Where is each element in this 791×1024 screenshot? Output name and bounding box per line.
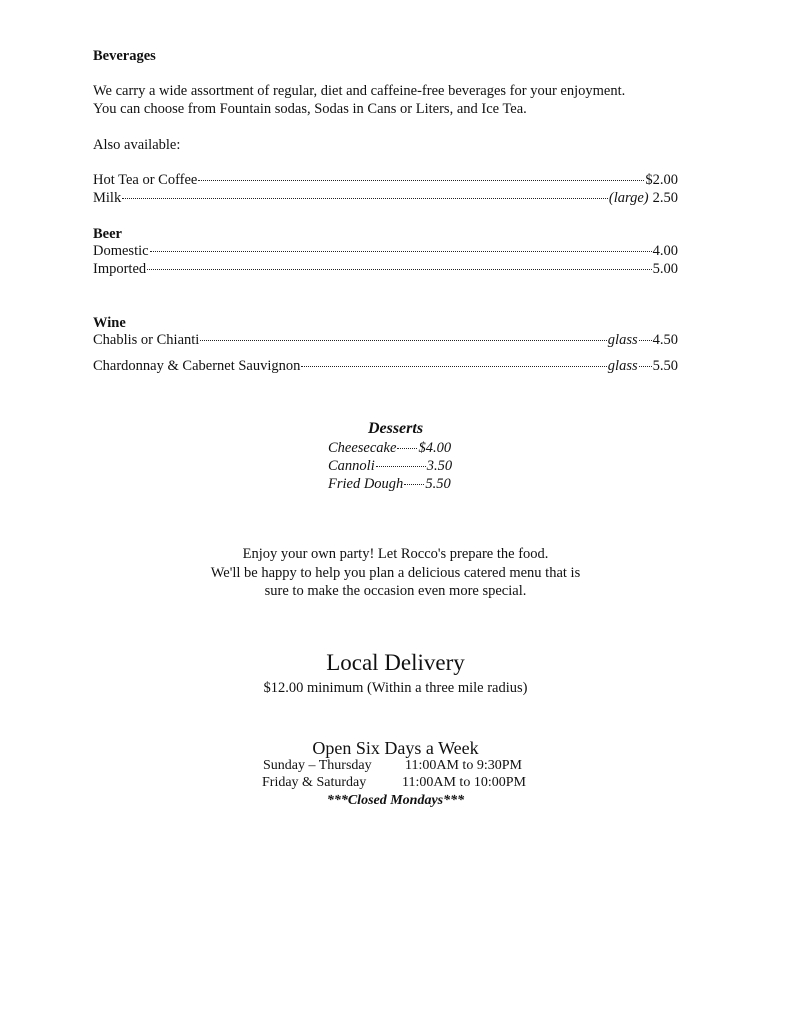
dot-leader xyxy=(376,466,426,467)
wine-heading: Wine xyxy=(93,315,126,331)
item-price: 2.50 xyxy=(652,190,678,206)
item-name: Domestic xyxy=(93,243,149,259)
item-unit: glass xyxy=(607,332,638,348)
hours-row-time: 11:00AM to 10:00PM xyxy=(402,775,526,790)
item-name: Chablis or Chianti xyxy=(93,332,200,348)
dot-leader xyxy=(639,340,652,341)
item-size-note: (large) xyxy=(608,190,649,206)
menu-item-hot-tea-coffee xyxy=(93,172,678,189)
also-available-label: Also available: xyxy=(93,137,181,153)
menu-item-milk xyxy=(93,190,678,207)
item-name: Milk xyxy=(93,190,122,206)
beverages-intro-line-2: You can choose from Fountain sodas, Sodas in Cans or Liters, and Ice Tea. xyxy=(93,101,527,117)
dot-leader xyxy=(639,366,652,367)
desserts-heading: Desserts xyxy=(367,420,424,437)
menu-item-fried-dough xyxy=(328,476,451,493)
dot-leader xyxy=(198,180,644,181)
closed-notice: ***Closed Mondays*** xyxy=(326,793,465,808)
menu-item-chablis-chianti xyxy=(93,332,678,349)
item-name: Cannoli xyxy=(328,458,375,474)
dot-leader xyxy=(150,251,652,252)
item-name: Chardonnay & Cabernet Sauvignon xyxy=(93,358,301,374)
menu-item-domestic xyxy=(93,243,678,260)
item-price: 4.50 xyxy=(652,332,678,348)
dot-leader xyxy=(404,484,424,485)
delivery-subtitle: $12.00 minimum (Within a three mile radius) xyxy=(263,680,528,696)
hours-row-days: Sunday – Thursday xyxy=(263,758,372,773)
item-name: Hot Tea or Coffee xyxy=(93,172,198,188)
item-name: Imported xyxy=(93,261,147,277)
beverages-intro-line-1: We carry a wide assortment of regular, diet and caffeine-free beverages for your enjoyment. xyxy=(93,83,626,99)
item-price: 5.00 xyxy=(652,261,678,277)
menu-item-cannoli xyxy=(328,458,452,475)
item-name: Fried Dough xyxy=(328,476,404,492)
menu-item-imported xyxy=(93,261,678,278)
dot-leader xyxy=(301,366,606,367)
item-price: 5.50 xyxy=(425,476,451,492)
menu-item-cheesecake xyxy=(328,440,451,457)
delivery-title: Local Delivery xyxy=(326,650,465,675)
hours-row-days: Friday & Saturday xyxy=(262,775,367,790)
beverages-heading: Beverages xyxy=(93,48,156,64)
hours-row-time: 11:00AM to 9:30PM xyxy=(405,758,522,773)
item-price: 5.50 xyxy=(652,358,678,374)
item-unit: glass xyxy=(607,358,638,374)
catering-line-2: We'll be happy to help you plan a delicious catered menu that is xyxy=(210,565,581,581)
menu-item-chardonnay-cabernet xyxy=(93,358,678,375)
catering-line-3: sure to make the occasion even more special. xyxy=(264,583,527,599)
dot-leader xyxy=(147,269,651,270)
item-price: $2.00 xyxy=(645,172,678,188)
item-price: 4.00 xyxy=(652,243,678,259)
dot-leader xyxy=(122,198,608,199)
item-name: Cheesecake xyxy=(328,440,397,456)
hours-title: Open Six Days a Week xyxy=(312,738,479,758)
dot-leader xyxy=(397,448,417,449)
item-price: 3.50 xyxy=(426,458,453,474)
beer-heading: Beer xyxy=(93,226,122,242)
item-price: $4.00 xyxy=(418,440,452,456)
dot-leader xyxy=(200,340,606,341)
catering-line-1: Enjoy your own party! Let Rocco's prepare the food. xyxy=(242,546,549,562)
